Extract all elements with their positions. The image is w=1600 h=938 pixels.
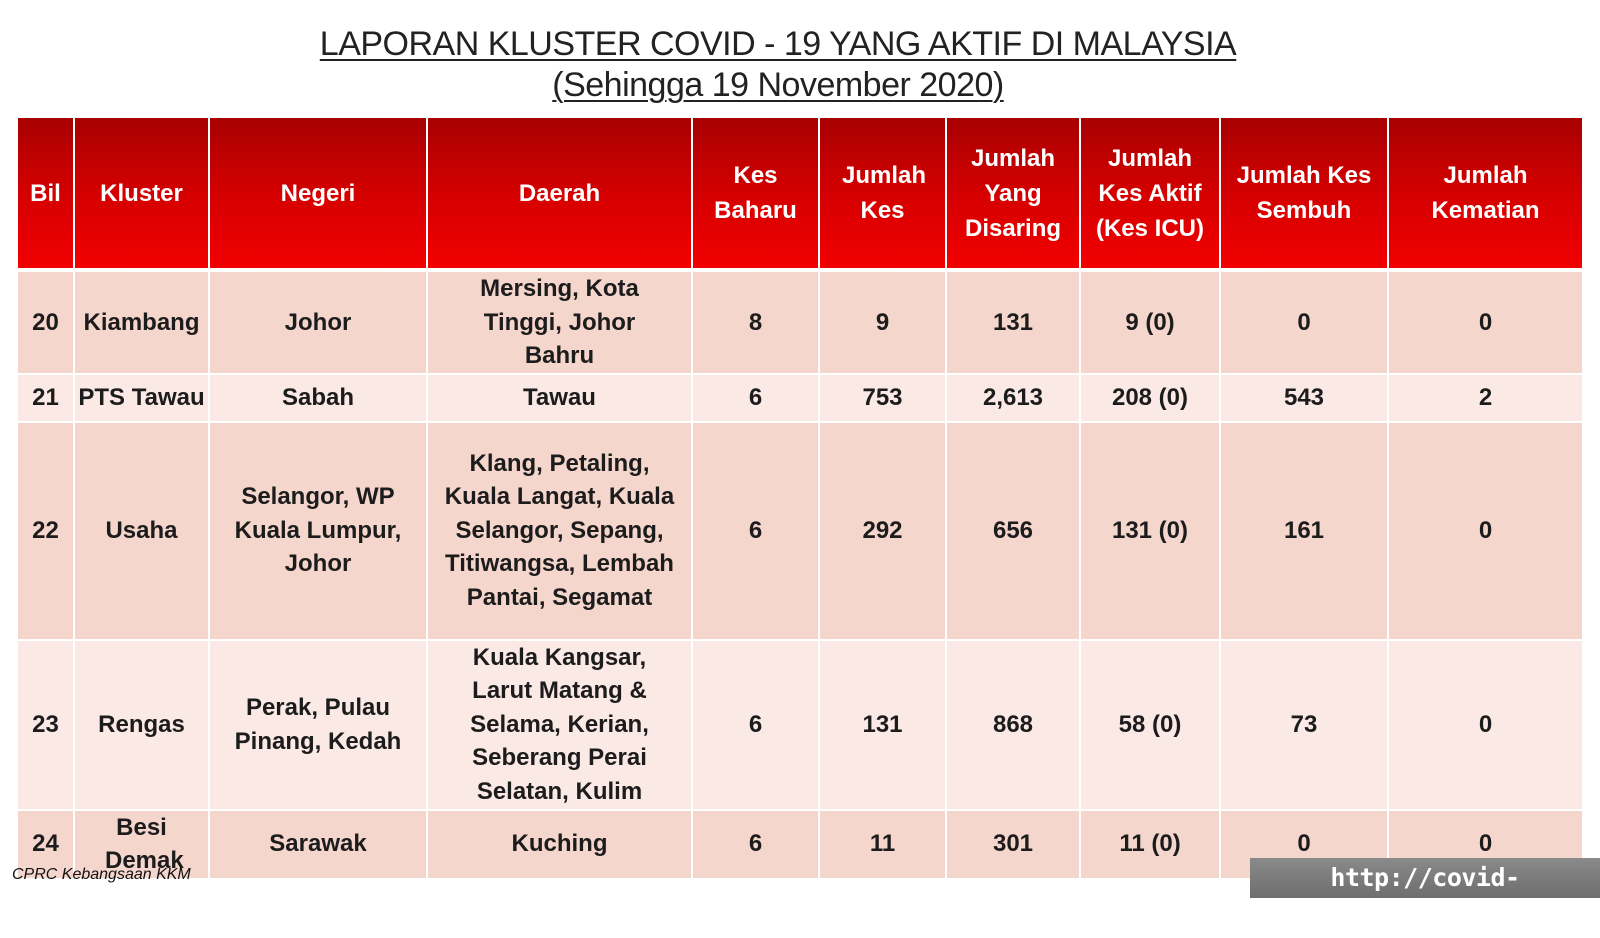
cell-jumlah-kes-aktif: 9 (0) <box>1081 272 1221 375</box>
cell-jumlah-kes-sembuh: 161 <box>1221 423 1389 641</box>
cell-negeri: Sarawak <box>210 811 428 880</box>
cell-jumlah-kematian: 0 <box>1389 811 1584 880</box>
table-row <box>18 375 1584 423</box>
title-line-2: (Sehingga 19 November 2020) <box>552 66 1004 104</box>
cell-bil: 20 <box>18 272 75 375</box>
cell-jumlah-kes: 9 <box>820 272 947 375</box>
header-daerah: Daerah <box>428 118 693 272</box>
table-row <box>18 423 1584 641</box>
website-url[interactable]: http://covid-19.moh.gov.my <box>1250 858 1600 898</box>
header-jumlah-kes-aktif: Jumlah Kes Aktif (Kes ICU) <box>1081 118 1221 272</box>
header-kes-baharu: Kes Baharu <box>693 118 820 272</box>
cell-jumlah-kes: 131 <box>820 641 947 811</box>
cluster-table <box>18 118 1584 880</box>
cell-jumlah-kes-sembuh: 543 <box>1221 375 1389 423</box>
header-jumlah-kes: Jumlah Kes <box>820 118 947 272</box>
cell-jumlah-kes-sembuh: 73 <box>1221 641 1389 811</box>
header-jumlah-kes-sembuh: Jumlah Kes Sembuh <box>1221 118 1389 272</box>
cell-jumlah-disaring: 2,613 <box>947 375 1081 423</box>
cell-bil: 23 <box>18 641 75 811</box>
cell-daerah: Mersing, Kota Tinggi, Johor Bahru <box>428 272 693 375</box>
cell-jumlah-kes-sembuh: 0 <box>1221 272 1389 375</box>
table-row <box>18 641 1584 811</box>
cell-jumlah-kematian: 0 <box>1389 272 1584 375</box>
cell-jumlah-kematian: 2 <box>1389 375 1584 423</box>
report-title <box>0 24 1556 106</box>
cell-bil: 21 <box>18 375 75 423</box>
table-header-row <box>18 118 1584 272</box>
header-bil: Bil <box>18 118 75 272</box>
cell-jumlah-kes-aktif: 58 (0) <box>1081 641 1221 811</box>
cell-daerah: Kuala Kangsar, Larut Matang & Selama, Kerian, Seberang Perai Selatan, Kulim <box>428 641 693 811</box>
cell-negeri: Selangor, WP Kuala Lumpur, Johor <box>210 423 428 641</box>
cell-jumlah-kes: 292 <box>820 423 947 641</box>
cell-kes-baharu: 8 <box>693 272 820 375</box>
cell-kluster: Usaha <box>75 423 210 641</box>
cell-jumlah-kes: 753 <box>820 375 947 423</box>
cell-jumlah-disaring: 656 <box>947 423 1081 641</box>
cell-negeri: Perak, Pulau Pinang, Kedah <box>210 641 428 811</box>
cell-kes-baharu: 6 <box>693 375 820 423</box>
cell-daerah: Tawau <box>428 375 693 423</box>
cell-jumlah-kematian: 0 <box>1389 423 1584 641</box>
cell-jumlah-kes-sembuh: 0 <box>1221 811 1389 880</box>
cell-daerah: Klang, Petaling, Kuala Langat, Kuala Selangor, Sepang, Titiwangsa, Lembah Pantai, Segamat <box>428 423 693 641</box>
header-jumlah-disaring: Jumlah Yang Disaring <box>947 118 1081 272</box>
header-negeri: Negeri <box>210 118 428 272</box>
cell-negeri: Johor <box>210 272 428 375</box>
table-row <box>18 272 1584 375</box>
cell-bil: 24 <box>18 811 75 880</box>
cell-kluster: Rengas <box>75 641 210 811</box>
cell-kes-baharu: 6 <box>693 641 820 811</box>
header-kluster: Kluster <box>75 118 210 272</box>
cell-negeri: Sabah <box>210 375 428 423</box>
cell-jumlah-kes-aktif: 131 (0) <box>1081 423 1221 641</box>
cell-kluster: PTS Tawau <box>75 375 210 423</box>
cell-jumlah-disaring: 131 <box>947 272 1081 375</box>
cell-daerah: Kuching <box>428 811 693 880</box>
title-line-1: LAPORAN KLUSTER COVID - 19 YANG AKTIF DI MALAYSIA <box>319 25 1237 63</box>
cell-jumlah-disaring: 301 <box>947 811 1081 880</box>
cell-kluster: Kiambang <box>75 272 210 375</box>
cell-jumlah-kematian: 0 <box>1389 641 1584 811</box>
cell-jumlah-kes: 11 <box>820 811 947 880</box>
header-jumlah-kematian: Jumlah Kematian <box>1389 118 1584 272</box>
source-credit: CPRC Kebangsaan KKM <box>12 866 191 883</box>
cell-kes-baharu: 6 <box>693 423 820 641</box>
cell-jumlah-disaring: 868 <box>947 641 1081 811</box>
cell-bil: 22 <box>18 423 75 641</box>
cell-kluster: Besi Demak <box>75 811 210 880</box>
cell-kes-baharu: 6 <box>693 811 820 880</box>
cell-jumlah-kes-aktif: 208 (0) <box>1081 375 1221 423</box>
cell-jumlah-kes-aktif: 11 (0) <box>1081 811 1221 880</box>
